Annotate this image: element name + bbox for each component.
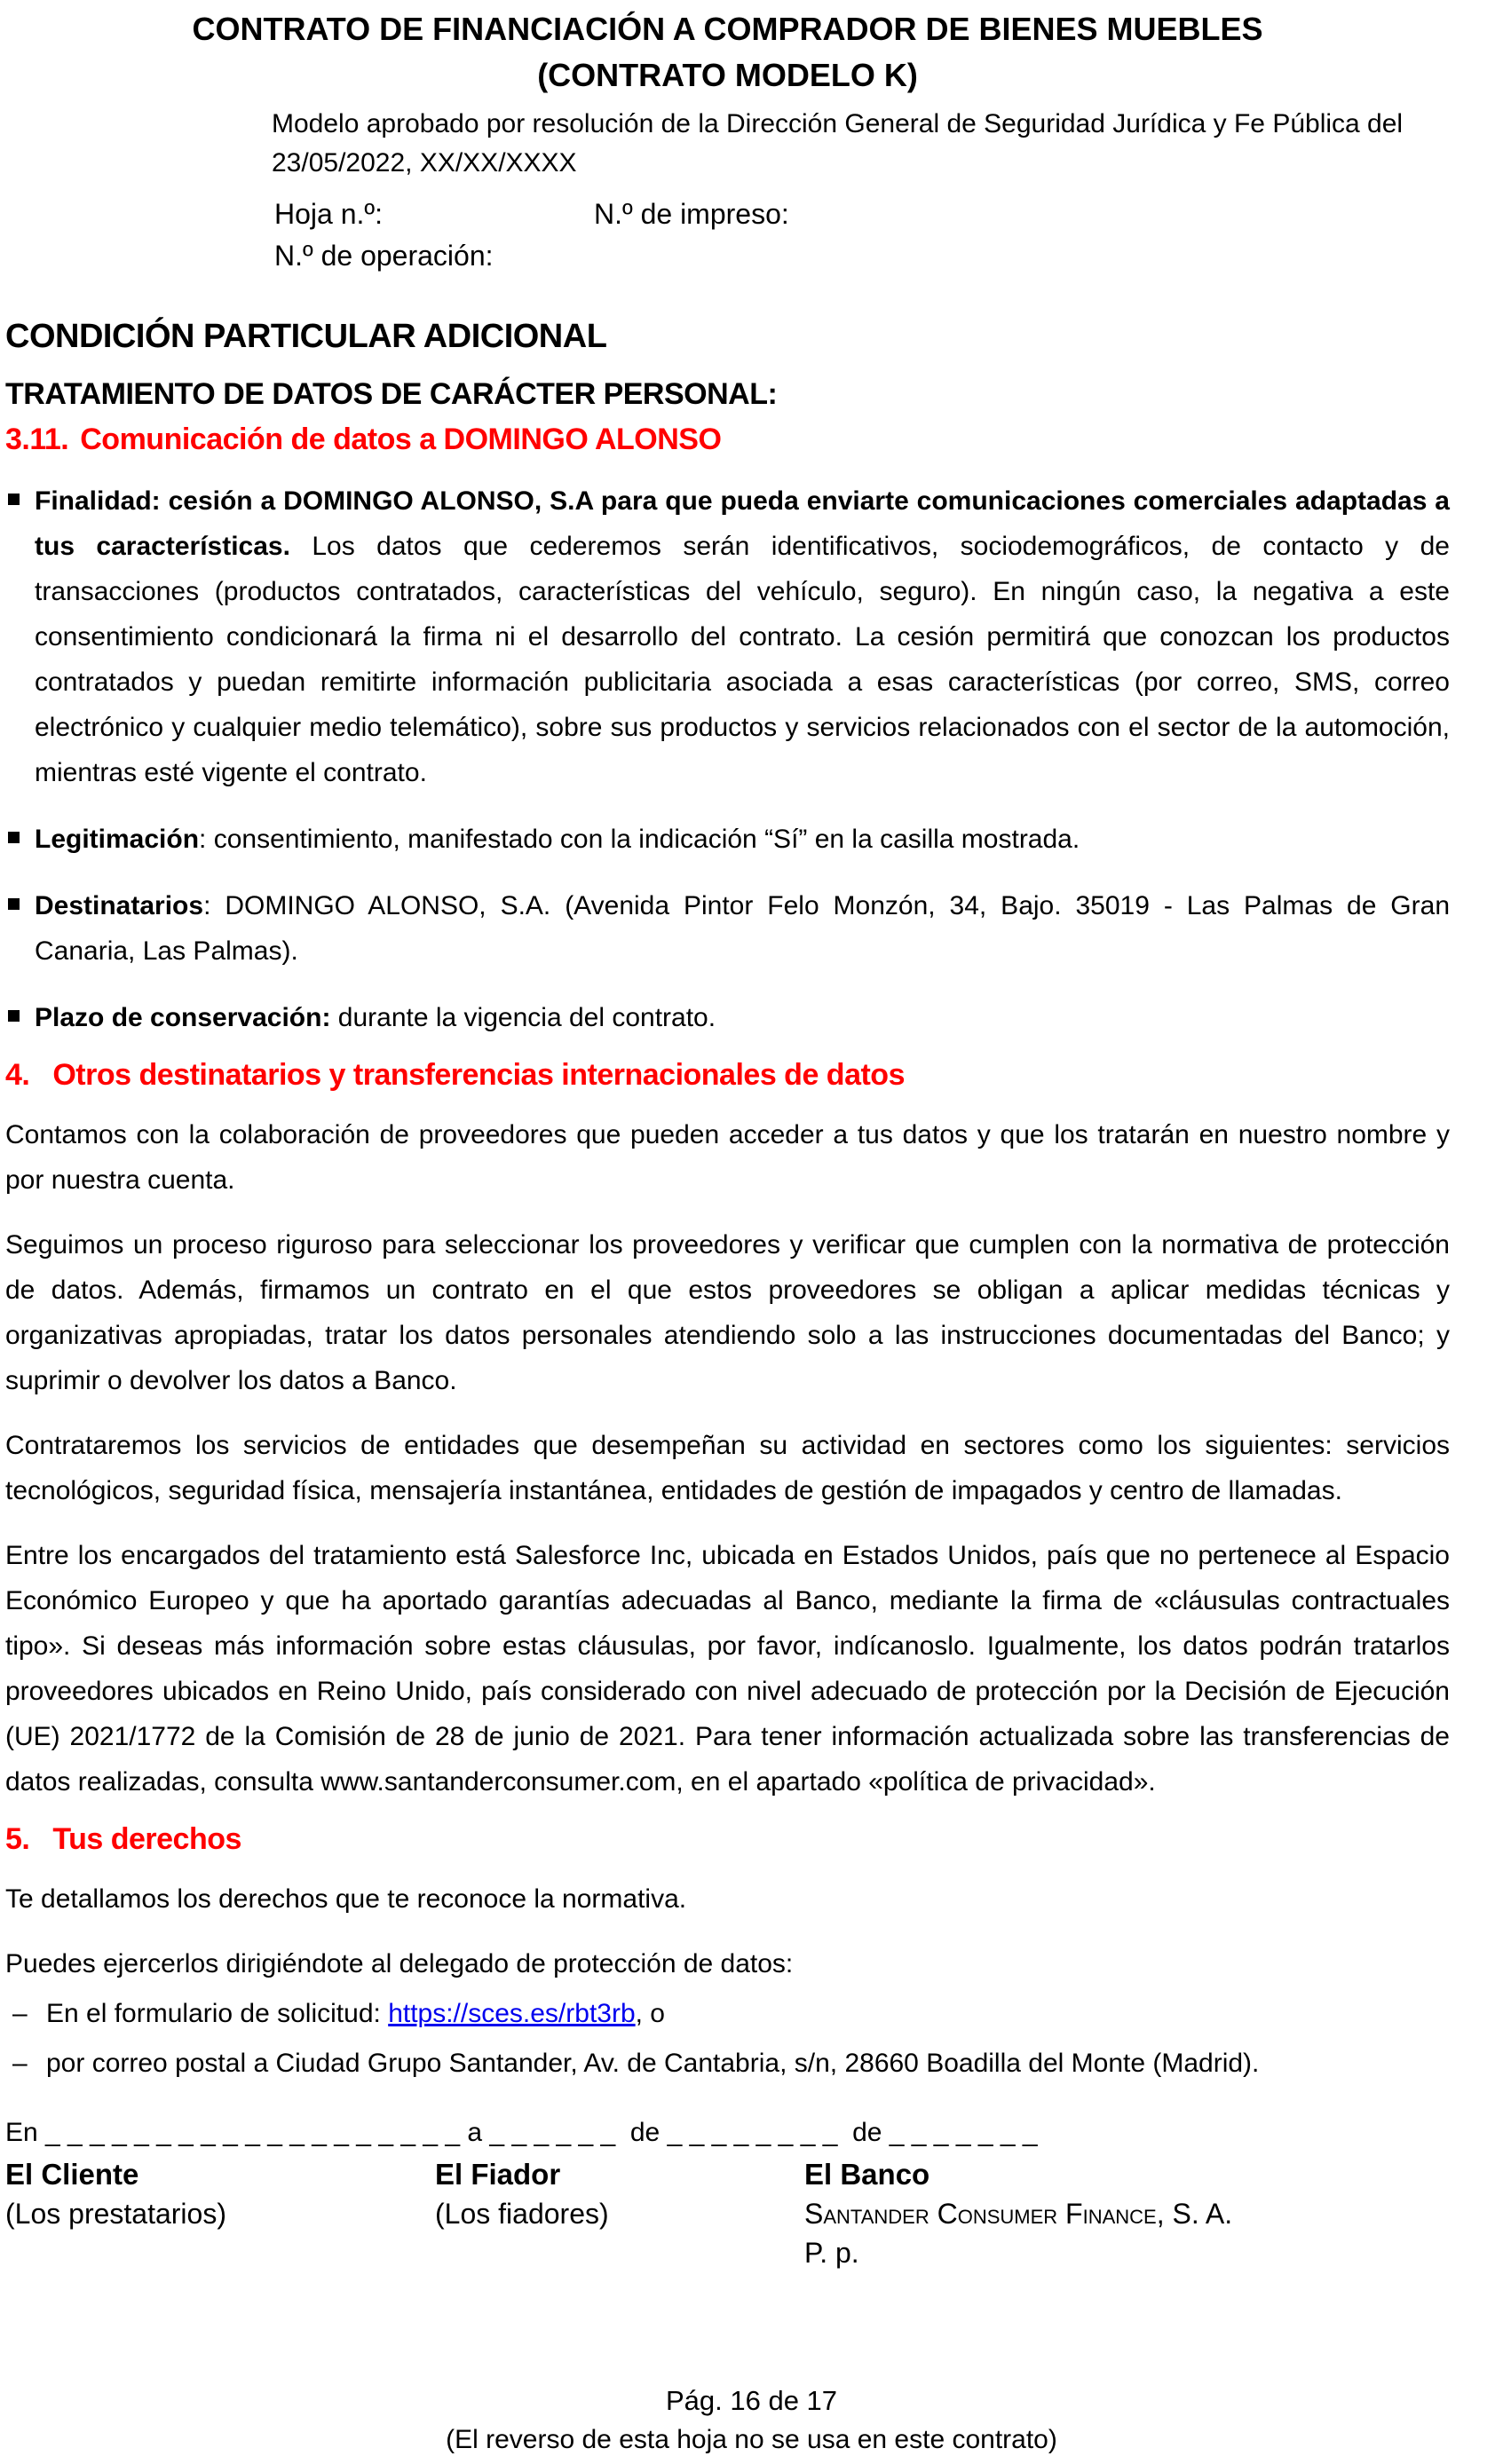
square-bullet-icon — [8, 1010, 20, 1022]
bank-name: Santander Consumer Finance, S. A. — [804, 2198, 1233, 2230]
list-item-plazo — [5, 995, 1450, 1040]
client-title: El Cliente — [5, 2158, 139, 2191]
rights-item-post-text: por correo postal a Ciudad Grupo Santander, Av. de Cantabria, s/n, 28660 Boadilla del Monte (Madrid). — [46, 2049, 1260, 2078]
rights-item-post — [5, 2041, 1450, 2086]
heading-3-11-number: 3.11. — [5, 423, 69, 456]
meta-row-1 — [274, 193, 1450, 235]
page-number: Pág. 16 de 17 — [665, 2385, 838, 2416]
section4-paragraph-1: Contamos con la colaboración de proveedores que pueden acceder a tus datos y que los tratarán en nuestro nombre y por nuestra cuenta. — [5, 1120, 1450, 1195]
square-bullet-icon — [8, 832, 20, 843]
heading-5 — [5, 1822, 1450, 1857]
operation-number-label: N.º de operación: — [274, 240, 494, 272]
bank-pp: P. p. — [804, 2237, 859, 2269]
guarantor-title: El Fiador — [435, 2158, 561, 2191]
approval-line2: 23/05/2022, XX/XX/XXXX — [272, 148, 577, 178]
signature-client — [5, 2155, 435, 2272]
list-item-finalidad — [5, 478, 1450, 795]
destinatarios-rest: : DOMINGO ALONSO, S.A. (Avenida Pintor Felo Monzón, 34, Bajo. 35019 - Las Palmas de Gran Canaria, Las Palmas). — [35, 891, 1450, 966]
additional-condition-heading: CONDICIÓN PARTICULAR ADICIONAL — [5, 318, 607, 355]
heading-5-text: Tus derechos — [52, 1822, 241, 1856]
section4-paragraph-3: Contrataremos los servicios de entidades que desempeñan su actividad en sectores como los siguientes: servicios tecnológicos, seguridad física, mensajería instantánea, entidades de gestión de impagados y centro de llamadas. — [5, 1431, 1450, 1505]
finalidad-rest: Los datos que cederemos serán identificativos, sociodemográficos, de contacto y de transacciones (productos contratados, características del vehículo, seguro). En ningún caso, la negativa a este consentimiento condicionará la firma ni el desarrollo del contrato. La cesión permitirá que conozcan los productos contratados y puedan remitirte información publicitaria asociada a esas características (por correo, SMS, correo electrónico y cualquier medio telemático), sobre sus productos y servicios relacionados con el sector de la automoción, mientras esté vigente el contrato. — [35, 532, 1450, 787]
page-title-line2: (CONTRATO MODELO K) — [537, 57, 918, 93]
legitimacion-rest: : consentimiento, manifestado con la indicación “Sí” en la casilla mostrada. — [199, 825, 1080, 854]
signature-columns — [5, 2155, 1450, 2272]
legitimacion-text — [35, 817, 1450, 862]
square-bullet-icon — [8, 494, 20, 505]
client-subtitle: (Los prestatarios) — [5, 2198, 226, 2230]
approval-line1: Modelo aprobado por resolución de la Dirección General de Seguridad Jurídica y Fe Pública del — [272, 109, 1404, 138]
reverse-side-note: (El reverso de esta hoja no se usa en este contrato) — [446, 2425, 1057, 2454]
rights-item-form — [5, 1991, 1450, 2036]
section5-lead: Puedes ejercerlos dirigiéndote al delegado de protección de datos: — [5, 1949, 794, 1978]
dash-bullet-icon: – — [12, 1999, 28, 2028]
plazo-rest: durante la vigencia del contrato. — [330, 1003, 716, 1032]
form-meta — [274, 193, 1450, 277]
heading-4-text: Otros destinatarios y transferencias internacionales de datos — [52, 1058, 905, 1092]
rights-item-form-text — [46, 1991, 1450, 2036]
signature-bank — [804, 2155, 1450, 2272]
dpo-form-link[interactable]: https://sces.es/rbt3rb — [388, 1999, 636, 2028]
heading-4 — [5, 1058, 1450, 1093]
print-number-label: N.º de impreso: — [594, 198, 789, 230]
approval-note — [272, 105, 1450, 183]
destinatarios-lead: Destinatarios — [35, 891, 204, 920]
heading-4-number: 4. — [5, 1058, 30, 1092]
square-bullet-icon — [8, 898, 20, 910]
section4-paragraph-2: Seguimos un proceso riguroso para seleccionar los proveedores y verificar que cumplen con la normativa de protección de datos. Además, firmamos un contrato en el que estos proveedores se obligan a aplicar medidas técnicas y organizativas apropiadas, tratar los datos personales atendiendo solo a las instrucciones documentadas del Banco; y suprimir o devolver los datos a Banco. — [5, 1230, 1450, 1395]
finalidad-text — [35, 478, 1450, 795]
legitimacion-lead: Legitimación — [35, 825, 200, 854]
finalidad-lead: Finalidad: cesión a DOMINGO ALONSO, S.A para que pueda enviarte comunicaciones comerciales adaptadas a tus características. — [35, 486, 1450, 561]
guarantor-subtitle: (Los fiadores) — [435, 2198, 609, 2230]
plazo-text — [35, 995, 1450, 1040]
sheet-number-label: Hoja n.º: — [274, 198, 383, 230]
rights-form-prefix: En el formulario de solicitud: — [46, 1999, 389, 2028]
list-item-legitimacion — [5, 817, 1450, 862]
data-treatment-heading: TRATAMIENTO DE DATOS DE CARÁCTER PERSONAL: — [5, 377, 778, 411]
list-item-destinatarios — [5, 883, 1450, 974]
dash-bullet-icon: – — [12, 2049, 28, 2078]
heading-5-number: 5. — [5, 1822, 30, 1856]
section4-paragraph-4: Entre los encargados del tratamiento está Salesforce Inc, ubicada en Estados Unidos, país que no pertenece al Espacio Económico Europeo y que ha aportado garantías adecuadas al Banco, mediante la firma de «cláusulas contractuales tipo». Si deseas más información sobre estas cláusulas, por favor, indícanoslo. Igualmente, los datos podrán tratarlos proveedores ubicados en Reino Unido, país considerado con nivel adecuado de protección por la Decisión de Ejecución (UE) 2021/1772 de la Comisión de 28 de junio de 2021. Para tener información actualizada sobre las transferencias de datos realizadas, consulta www.santanderconsumer.com, en el apartado «política de privacidad». — [5, 1541, 1450, 1797]
heading-3-11-text: Comunicación de datos a DOMINGO ALONSO — [80, 423, 722, 456]
page-footer — [0, 2381, 1503, 2459]
section5-intro: Te detallamos los derechos que te reconoce la normativa. — [5, 1884, 687, 1914]
bank-title: El Banco — [804, 2158, 930, 2191]
signature-guarantor — [435, 2155, 804, 2272]
page-title-line1: CONTRATO DE FINANCIACIÓN A COMPRADOR DE BIENES MUEBLES — [192, 11, 1263, 47]
heading-3-11 — [5, 423, 1450, 457]
destinatarios-text — [35, 883, 1450, 974]
signature-date-line: En _ _ _ _ _ _ _ _ _ _ _ _ _ _ _ _ _ _ _ a _ _ _ _ _ _ de _ _ _ _ _ _ _ _ de _ _ _ _ _ _ _ — [5, 2118, 1038, 2147]
plazo-lead: Plazo de conservación: — [35, 1003, 331, 1032]
rights-form-suffix: , o — [635, 1999, 665, 2028]
